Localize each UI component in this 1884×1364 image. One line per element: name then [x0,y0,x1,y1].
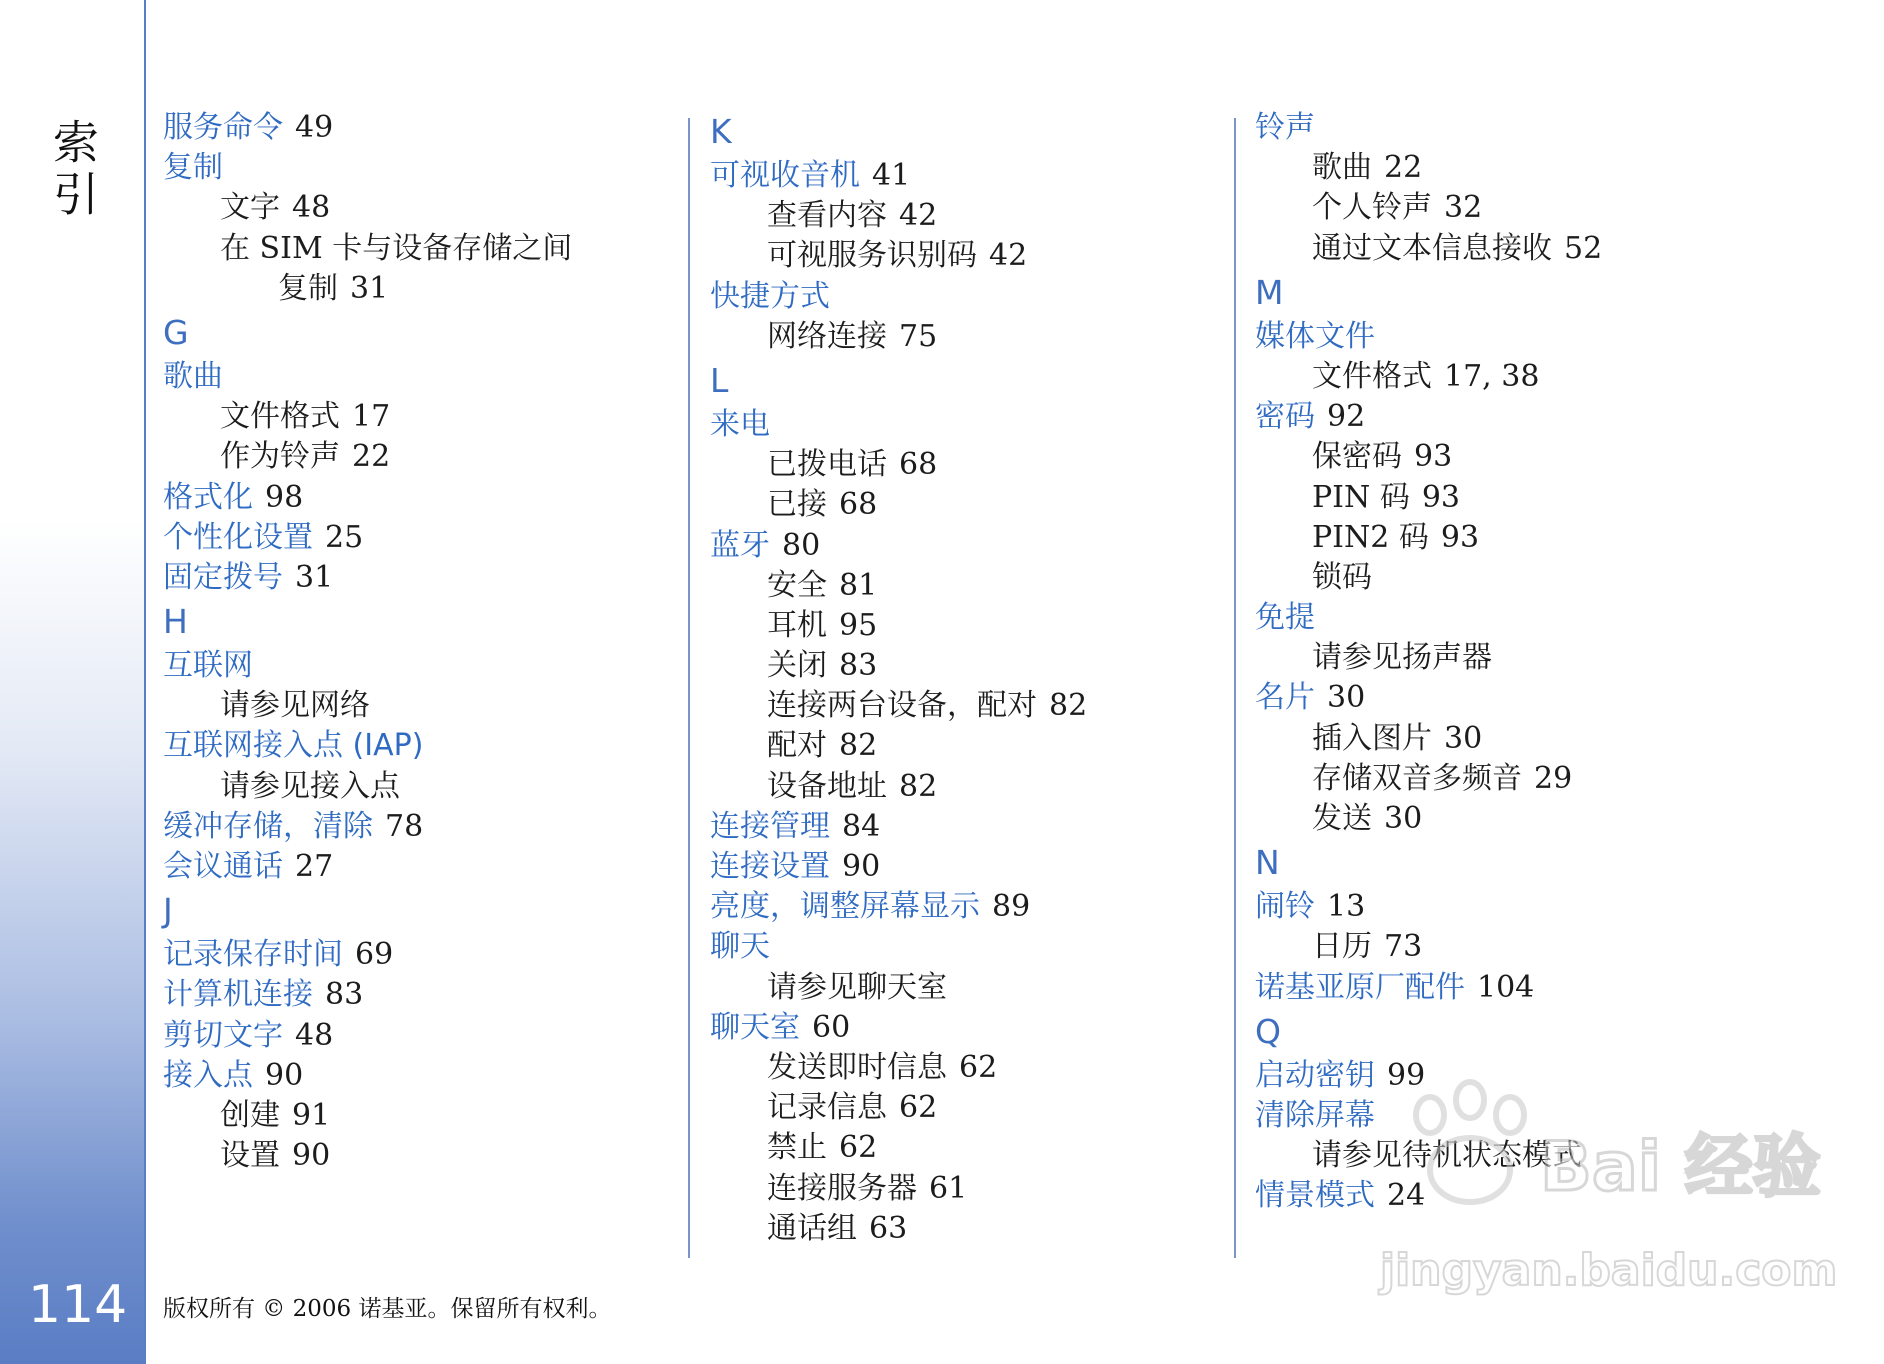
index-term: 安全 [767,567,827,603]
index-page-ref: 104 [1477,969,1535,1005]
index-entry [710,1008,1230,1048]
index-entry [1255,317,1775,357]
index-term: PIN 码 [1312,479,1410,515]
index-term: 复制 [163,150,223,186]
index-term: 创建 [220,1097,280,1133]
index-term: 插入图片 [1312,720,1432,756]
index-term: 发送 [1312,801,1372,836]
index-entry [1255,108,1775,148]
index-term: PIN2 码 [1312,519,1429,555]
index-term: L [710,360,729,400]
index-page-ref: 82 [899,768,938,804]
index-page-ref: 22 [1384,150,1423,186]
index-term: 设置 [220,1138,280,1174]
index-subentry [1255,719,1775,759]
index-entry [1255,887,1775,927]
index-subentry [710,196,1230,236]
index-entry [163,518,683,558]
index-page-ref: 41 [872,158,911,193]
index-page-ref: 90 [842,849,881,884]
index-term: 已接 [767,487,827,523]
index-entry [163,478,683,518]
index-subentry [710,646,1230,686]
index-term: 在 SIM 卡与设备存储之间 [220,230,573,266]
index-page-ref: 89 [992,889,1031,925]
index-subentry [1255,229,1775,269]
index-term: 接入点 [163,1057,253,1093]
index-page-ref: 78 [385,808,424,844]
index-page-ref: 73 [1384,929,1423,965]
index-term: G [163,312,189,352]
index-term: 连接管理 [710,808,830,844]
index-subentry [710,968,1230,1008]
index-term: 服务命令 [163,110,283,145]
index-term: 查看内容 [767,198,887,234]
index-term: 关闭 [767,648,827,684]
column-divider [1234,118,1236,1258]
index-entry [163,807,683,847]
index-page-ref: 92 [1327,399,1366,435]
index-term: 已拨电话 [767,447,887,483]
index-term: 会议通话 [163,849,283,884]
index-page-ref: 90 [292,1138,331,1174]
index-entry [163,847,683,887]
index-page-ref: 17, 38 [1444,358,1540,394]
index-subentry [1255,1136,1775,1176]
index-term: Q [1255,1011,1281,1051]
index-page-ref: 61 [929,1170,968,1206]
index-page-ref: 81 [839,567,878,603]
index-letter-heading [710,357,1230,405]
index-subentry [163,686,683,726]
index-entry [710,526,1230,566]
index-page-ref: 31 [350,270,389,306]
index-term: 发送即时信息 [767,1049,947,1085]
index-page-ref: 95 [839,607,878,643]
index-page-ref: 68 [899,447,938,483]
index-subentry [710,566,1230,606]
index-page-ref: 29 [1534,760,1573,796]
index-entry [710,807,1230,847]
index-subentry [1255,927,1775,967]
index-page-ref: 60 [812,1009,851,1045]
index-term: 铃声 [1255,110,1315,145]
index-column-3 [1255,108,1775,1217]
index-page-ref: 98 [265,479,304,515]
index-subentry [710,606,1230,646]
index-entry [163,935,683,975]
index-subentry [1255,638,1775,678]
index-subentry [163,437,683,477]
index-term: 耳机 [767,607,827,643]
index-page-ref: 22 [352,439,391,475]
index-subentry [710,1169,1230,1209]
index-entry [1255,968,1775,1008]
index-term: 连接服务器 [767,1170,917,1206]
index-page-ref: 42 [989,238,1028,274]
index-term: 记录保存时间 [163,937,343,973]
index-term: 互联网 [163,648,253,684]
index-term: 可视收音机 [710,158,860,193]
index-subentry [710,236,1230,276]
watermark-brand: Bai 经验 [1540,1128,1821,1207]
index-entry [710,156,1230,196]
index-term: 配对 [767,728,827,764]
index-entry [1255,397,1775,437]
index-subentry [1255,759,1775,799]
index-entry [710,927,1230,967]
index-page-ref: 62 [839,1130,878,1166]
index-subentry [163,1096,683,1136]
index-letter-heading [1255,269,1775,317]
index-entry [1255,1096,1775,1136]
index-page-ref: 83 [839,648,878,684]
index-page-ref: 30 [1327,680,1366,716]
index-entry [163,148,683,188]
index-term: 蓝牙 [710,527,770,563]
index-term: 密码 [1255,399,1315,435]
index-subentry [163,1136,683,1176]
index-term: 存储双音多频音 [1312,760,1522,796]
section-tab: 索引 [46,118,100,222]
index-page-ref: 82 [1049,688,1088,724]
index-page-ref: 24 [1387,1178,1426,1214]
index-page-ref: 68 [839,487,878,523]
index-subentry [710,445,1230,485]
index-term: J [163,891,173,931]
index-subentry [163,269,683,309]
index-entry [710,847,1230,887]
index-page-ref: 90 [265,1057,304,1093]
index-page-ref: 93 [1440,519,1480,555]
index-term: 日历 [1312,929,1372,965]
watermark-url: jingyan.baidu.com [1380,1245,1838,1296]
index-term: M [1255,272,1284,312]
index-page-ref: 30 [1444,720,1483,756]
index-subentry [1255,437,1775,477]
index-page-ref: 27 [295,849,334,884]
index-page-ref: 48 [295,1017,334,1053]
index-entry [710,405,1230,445]
index-page-ref: 82 [839,728,878,764]
index-entry [163,975,683,1015]
index-entry [163,108,683,148]
index-term: 文件格式 [220,399,340,435]
index-entry [1255,1056,1775,1096]
index-entry [1255,598,1775,638]
index-entry [163,646,683,686]
index-term: 聊天 [710,929,770,965]
index-entry [1255,678,1775,718]
index-term: 清除屏幕 [1255,1097,1375,1133]
index-term: 请参见待机状态模式 [1312,1138,1582,1174]
index-term: 通过文本信息接收 [1312,230,1552,266]
index-term: K [710,112,732,151]
index-page-ref: 31 [295,559,334,595]
index-page-ref: 52 [1564,230,1603,266]
index-term: 快捷方式 [710,278,830,314]
index-term: 作为铃声 [220,439,340,475]
index-term: 设备地址 [767,768,887,804]
index-subentry [163,397,683,437]
index-letter-heading [710,108,1230,156]
index-term: 文字 [220,190,280,226]
index-page-ref: 63 [869,1210,908,1246]
index-subentry [1255,148,1775,188]
index-subentry [163,229,683,269]
index-term: 请参见接入点 [220,768,400,804]
index-page-ref: 93 [1421,479,1461,515]
index-term: 诺基亚原厂配件 [1255,969,1465,1005]
index-subentry [1255,558,1775,598]
index-term: 剪切文字 [163,1017,283,1053]
index-term: 固定拨号 [163,559,283,595]
index-subentry [710,1088,1230,1128]
index-term: 来电 [710,406,770,442]
index-subentry [1255,799,1775,839]
index-term: 连接设置 [710,849,830,884]
index-term: 请参见扬声器 [1312,640,1492,676]
index-page-ref: 75 [899,318,938,354]
index-term: 可视服务识别码 [767,238,977,274]
index-letter-heading [1255,1008,1775,1056]
index-page-ref: 93 [1414,439,1453,475]
index-term: 计算机连接 [163,977,313,1013]
index-term: 个人铃声 [1312,190,1432,226]
index-page-ref: 99 [1387,1057,1426,1093]
index-term: 禁止 [767,1130,827,1166]
index-subentry [710,1128,1230,1168]
index-term: N [1255,843,1280,883]
index-subentry [163,767,683,807]
page-number: 114 [28,1275,128,1335]
copyright-footer: 版权所有 © 2006 诺基亚。保留所有权利。 [163,1296,612,1322]
index-column-1 [163,108,683,1176]
index-term: 亮度，调整屏幕显示 [710,889,980,925]
index-term: 启动密钥 [1255,1057,1375,1093]
index-entry [163,1016,683,1056]
index-page-ref: 30 [1384,801,1423,836]
index-page-ref: 13 [1327,889,1366,925]
index-term: 锁码 [1312,559,1372,595]
index-term: 聊天室 [710,1009,800,1045]
index-term: 闹铃 [1255,889,1315,925]
index-page-ref: 17 [352,399,391,435]
index-letter-heading [1255,839,1775,887]
index-subentry [1255,518,1775,558]
index-subentry [710,726,1230,766]
index-entry [1255,1176,1775,1216]
index-term: 记录信息 [767,1090,887,1126]
index-page-ref: 80 [782,527,821,563]
index-subentry [710,317,1230,357]
index-subentry [1255,478,1775,518]
index-page-ref: 91 [292,1097,331,1133]
index-entry [163,558,683,598]
index-term: 保密码 [1312,439,1402,475]
index-subentry [710,686,1230,726]
index-entry [710,277,1230,317]
index-subentry [1255,188,1775,228]
index-page-ref: 32 [1444,190,1483,226]
index-letter-heading [163,887,683,935]
index-subentry [710,1048,1230,1088]
index-term: 复制 [278,270,338,306]
index-term: 歌曲 [1312,150,1372,186]
index-column-2 [710,108,1230,1249]
index-page-ref: 48 [292,190,331,226]
index-term: 请参见聊天室 [767,969,947,1005]
index-subentry [710,485,1230,525]
index-subentry [1255,357,1775,397]
index-page-ref: 25 [325,519,364,555]
index-term: 连接两台设备，配对 [767,688,1037,724]
index-entry [163,357,683,397]
index-term: 名片 [1255,680,1315,716]
column-divider [688,118,690,1258]
index-subentry [710,767,1230,807]
index-term: 通话组 [767,1210,857,1246]
index-term: 个性化设置 [163,519,313,555]
index-term: 请参见网络 [220,688,370,724]
index-term: 格式化 [163,479,253,515]
index-letter-heading [163,309,683,357]
index-page-ref: 83 [325,977,364,1013]
index-term: H [163,602,188,642]
sidebar-divider [144,0,146,1364]
index-page-ref: 62 [959,1049,998,1085]
index-subentry [710,1209,1230,1249]
index-subentry [163,188,683,228]
index-entry [163,726,683,766]
index-page-ref: 84 [842,808,881,844]
index-term: 媒体文件 [1255,318,1375,354]
index-term: 文件格式 [1312,358,1432,394]
index-entry [710,887,1230,927]
index-term: 缓冲存储，清除 [163,808,373,844]
index-term: 免提 [1255,600,1315,636]
index-page-ref: 49 [295,110,334,145]
index-term: 情景模式 [1255,1178,1375,1214]
index-letter-heading [163,598,683,646]
index-term: 歌曲 [163,358,223,394]
index-page-ref: 62 [899,1090,938,1126]
index-entry [163,1056,683,1096]
index-page-ref: 42 [899,198,938,234]
index-page-ref: 69 [355,937,394,973]
index-term: 互联网接入点 (IAP) [163,728,424,764]
index-term: 网络连接 [767,318,887,354]
